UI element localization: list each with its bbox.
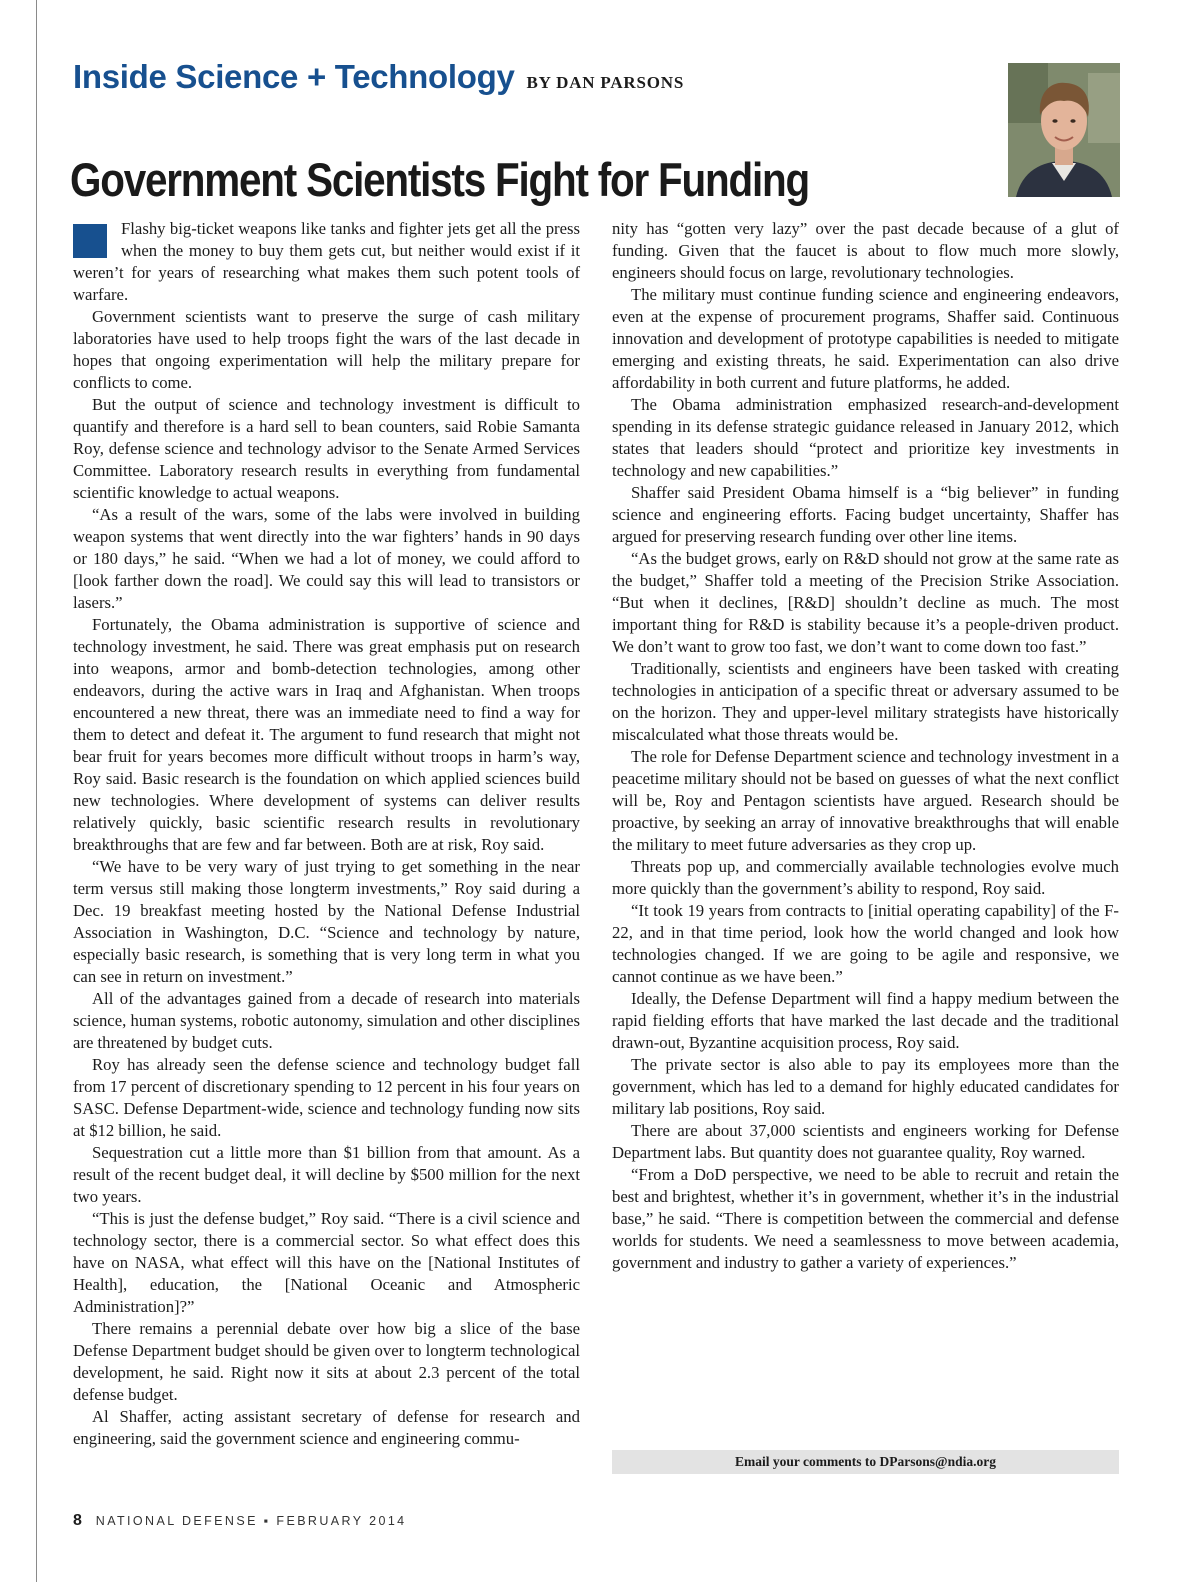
email-comments-bar xyxy=(612,1450,1119,1474)
article-paragraph: “It took 19 years from contracts to [initial operating capability] of the F-22, and in that time period, look how the world changed and look how technologies changed. If we are going to be agile and responsive, we cannot continue as we have been.” xyxy=(612,901,1119,986)
article-column-left xyxy=(73,218,580,1450)
page-footer xyxy=(73,1512,407,1530)
article-paragraph: “This is just the defense budget,” Roy said. “There is a civil science and technology sector, there is a commercial sector. So what effect does this have on NASA, what effect will this have on the [National Institutes of Health], education, the [National Oceanic and Atmospheric Administration]?” xyxy=(73,1209,580,1316)
article-paragraph: Traditionally, scientists and engineers have been tasked with creating technologies in anticipation of a specific threat or adversary assumed to be on the horizon. They and upper-level military strategists have historically miscalculated what those threats would be. xyxy=(612,659,1119,744)
email-prefix: Email your comments to xyxy=(735,1454,880,1469)
page-margin-rule xyxy=(36,0,37,1582)
article-paragraph: The role for Defense Department science and technology investment in a peacetime military should not be based on guesses of what the next conflict will be, Roy and Pentagon scientists have argued. Research should be proactive, by seeking an array of innovative breakthroughs that will enable the military to meet future adversaries as they crop up. xyxy=(612,747,1119,854)
publication-name: NATIONAL DEFENSE xyxy=(95,1514,258,1528)
article-paragraph: Fortunately, the Obama administration is supportive of science and technology investment, he said. There was great emphasis put on research into weapons, armor and bomb-detection technologies, among other endeavors, during the active wars in Iraq and Afghanistan. When troops encountered a new threat, there was an immediate need to find a way for them to detect and defeat it. The argument to fund research that might not bear fruit for years becomes more difficult without troops in harm’s way, Roy said. Basic research is the foundation on which applied sciences build new technologies. Where development of systems can deliver results relatively quickly, basic scientific research results in revolutionary breakthroughs that are few and far between. Both are at risk, Roy said. xyxy=(73,615,580,854)
article-column-right xyxy=(612,218,1119,1274)
article-paragraph: The private sector is also able to pay its employees more than the government, which has led to a demand for highly educated candidates for military lab positions, Roy said. xyxy=(612,1055,1119,1118)
author-photo xyxy=(1008,63,1120,197)
article-paragraph: There remains a perennial debate over how big a slice of the base Defense Department budget should be given over to longterm technological development, he said. Right now it sits at about 2.3 percent of the total defense budget. xyxy=(73,1319,580,1404)
article-paragraph: Flashy big-ticket weapons like tanks and fighter jets get all the press when the money to buy them gets cut, but neither would exist if it weren’t for years of researching what makes them such potent tools of warfare. xyxy=(73,219,580,304)
article-paragraph: Threats pop up, and commercially available technologies evolve much more quickly than the government’s ability to respond, Roy said. xyxy=(612,857,1119,898)
article-paragraph: Al Shaffer, acting assistant secretary of defense for research and engineering, said the government science and engineering commu- xyxy=(73,1407,580,1448)
author-portrait-icon xyxy=(1008,63,1120,197)
footer-separator: ▪ xyxy=(263,1514,271,1528)
article-paragraph: “As a result of the wars, some of the labs were involved in building weapon systems that went directly into the war fighters’ hands in 90 days or 180 days,” he said. “When we had a lot of money, we could afford to [look farther down the road]. We could say this will lead to transistors or lasers.” xyxy=(73,505,580,612)
issue-date: FEBRUARY 2014 xyxy=(276,1514,407,1528)
article-paragraph: “As the budget grows, early on R&D should not grow at the same rate as the budget,” Shaffer told a meeting of the Precision Strike Association. “But when it declines, [R&D] shouldn’t decline as much. The most important thing for R&D is stability because it’s a people-driven product. We don’t want to grow too fast, we don’t want to come down too fast.” xyxy=(612,549,1119,656)
article-paragraph: “From a DoD perspective, we need to be able to recruit and retain the best and brightest, whether it’s in government, whether it’s in the industrial base,” he said. “There is competition between the commercial and defense worlds for students. We need a seamlessness to move between academia, government and industry to gather a variety of experiences.” xyxy=(612,1165,1119,1272)
lead-square-icon xyxy=(73,224,107,258)
page-number: 8 xyxy=(73,1512,82,1529)
article-paragraph: But the output of science and technology investment is difficult to quantify and therefore is a hard sell to bean counters, said Robie Samanta Roy, defense science and technology advisor to the Senate Armed Services Committee. Laboratory research results in everything from fundamental scientific knowledge to actual weapons. xyxy=(73,395,580,502)
article-paragraph: nity has “gotten very lazy” over the past decade because of a glut of funding. Given that the faucet is about to flow much more slowly, engineers should focus on large, revolutionary technologies. xyxy=(612,219,1119,282)
article-paragraph: Shaffer said President Obama himself is a “big believer” in funding science and engineering efforts. Facing budget uncertainty, Shaffer has argued for preserving research funding over other line items. xyxy=(612,483,1119,546)
article-paragraph: Sequestration cut a little more than $1 billion from that amount. As a result of the recent budget deal, it will decline by $500 million for the next two years. xyxy=(73,1143,580,1206)
article-paragraph: Ideally, the Defense Department will find a happy medium between the rapid fielding efforts that have marked the last decade and the traditional drawn-out, Byzantine acquisition process, Roy said. xyxy=(612,989,1119,1052)
article-paragraph: The military must continue funding science and engineering endeavors, even at the expense of procurement programs, Shaffer said. Continuous innovation and development of prototype capabilities is needed to mitigate emerging and existing threats, he said. Experimentation can also drive affordability in both current and future platforms, he added. xyxy=(612,285,1119,392)
article-paragraph: The Obama administration emphasized research-and-development spending in its defense strategic guidance released in January 2012, which states that leaders should “protect and prioritize key investments in technology and new capabilities.” xyxy=(612,395,1119,480)
headline: Government Scientists Fight for Funding xyxy=(70,153,810,206)
article-paragraph: There are about 37,000 scientists and engineers working for Defense Department labs. But quantity does not guarantee quality, Roy warned. xyxy=(612,1121,1119,1162)
section-title: Inside Science + Technology xyxy=(73,58,515,95)
article-paragraph: Roy has already seen the defense science and technology budget fall from 17 percent of discretionary spending to 12 percent in his four years on SASC. Defense Department-wide, science and technology funding now sits at $12 billion, he said. xyxy=(73,1055,580,1140)
article-paragraph: All of the advantages gained from a decade of research into materials science, human systems, robotic autonomy, simulation and other disciplines are threatened by budget cuts. xyxy=(73,989,580,1052)
email-link[interactable]: DParsons@ndia.org xyxy=(879,1454,996,1469)
article-paragraph: Government scientists want to preserve the surge of cash military laboratories have used to help troops fight the wars of the last decade in hopes that ongoing experimentation will help the military prepare for conflicts to come. xyxy=(73,307,580,392)
article-paragraph: “We have to be very wary of just trying to get something in the near term versus still making those longterm investments,” Roy said during a Dec. 19 breakfast meeting hosted by the National Defense Industrial Association in Washington, D.C. “Science and technology by nature, especially basic research, is something that is very long term in what you can see in return on investment.” xyxy=(73,857,580,986)
byline: BY DAN PARSONS xyxy=(526,73,685,92)
section-kicker xyxy=(73,58,684,96)
